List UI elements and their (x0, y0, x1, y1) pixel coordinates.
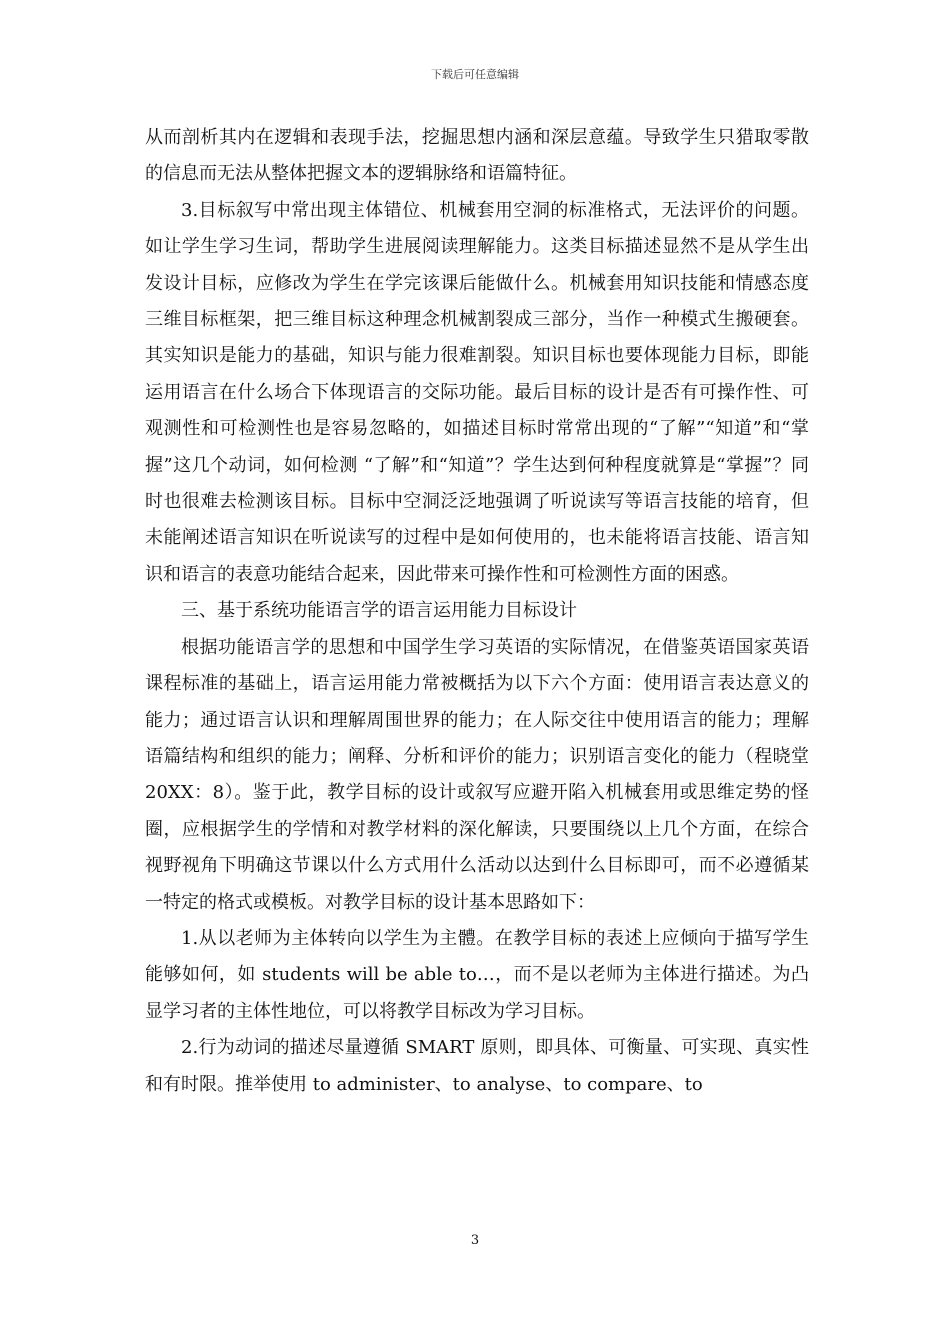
page-number: 3 (470, 1233, 480, 1248)
paragraph-guideline-2: 2.行为动词的描述尽量遵循 SMART 原则，即具体、可衡量、可实现、真实性和有时限。推举使用 to administer、to analyse、to compare、to (145, 1037, 809, 1095)
paragraph-guideline-1: 1.从以老师为主体转向以学生为主體。在教学目标的表述上应倾向于描写学生能够如何，如 students will be able to…，而不是以老师为主体进行描述。为凸显学习者的主体性地位，可以将教学目标改为学习目标。 (145, 927, 809, 1022)
paragraph-continuation: 从而剖析其内在逻辑和表现手法，挖掘思想内涵和深层意蕴。导致学生只猎取零散的信息而无法从整体把握文本的逻辑脉络和语篇特征。 (145, 127, 809, 185)
page-header: 下载后可任意编辑 (431, 68, 519, 81)
section-heading-3: 三、基于系统功能语言学的语言运用能力目标设计 (181, 600, 577, 622)
paragraph-point-3: 3.目标叙写中常出现主体错位、机械套用空洞的标准格式，无法评价的问题。如让学生学习生词，帮助学生进展阅读理解能力。这类目标描述显然不是从学生出发设计目标，应修改为学生在学完该课后能做什么。机械套用知识技能和情感态度三维目标框架，把三维目标这种理念机械割裂成三部分，当作一种模式生搬硬套。其实知识是能力的基础，知识与能力很难割裂。知识目标也要体现能力目标，即能运用语言在什么场合下体现语言的交际功能。最后目标的设计是否有可操作性、可观测性和可检测性也是容易忽略的，如描述目标时常常出现的“了解”“知道”和“掌握”这几个动词，如何检测 “了解”和“知道”？学生达到何种程度就算是“掌握”？同时也很难去检测该目标。目标中空洞泛泛地强调了听说读写等语言技能的培育，但未能阐述语言知识在听说读写的过程中是如何使用的，也未能将语言技能、语言知识和语言的表意功能结合起来，因此带来可操作性和可检测性方面的困惑。 (145, 199, 809, 585)
document-body (145, 120, 809, 1103)
paragraph-language-ability: 根据功能语言学的思想和中国学生学习英语的实际情况，在借鉴英语国家英语课程标准的基础上，语言运用能力常被概括为以下六个方面：使用语言表达意义的能力；通过语言认识和理解周围世界的能力；在人际交往中使用语言的能力；理解语篇结构和组织的能力；阐释、分析和评价的能力；识别语言变化的能力（程晓堂 20XX：8）。鉴于此，教学目标的设计或叙写应避开陷入机械套用或思维定势的怪圈，应根据学生的学情和对教学材料的深化解读，只要围绕以上几个方面，在综合视野视角下明确这节课以什么方式用什么活动以达到什么目标即可，而不必遵循某一特定的格式或模板。对教学目标的设计基本思路如下： (145, 636, 809, 913)
